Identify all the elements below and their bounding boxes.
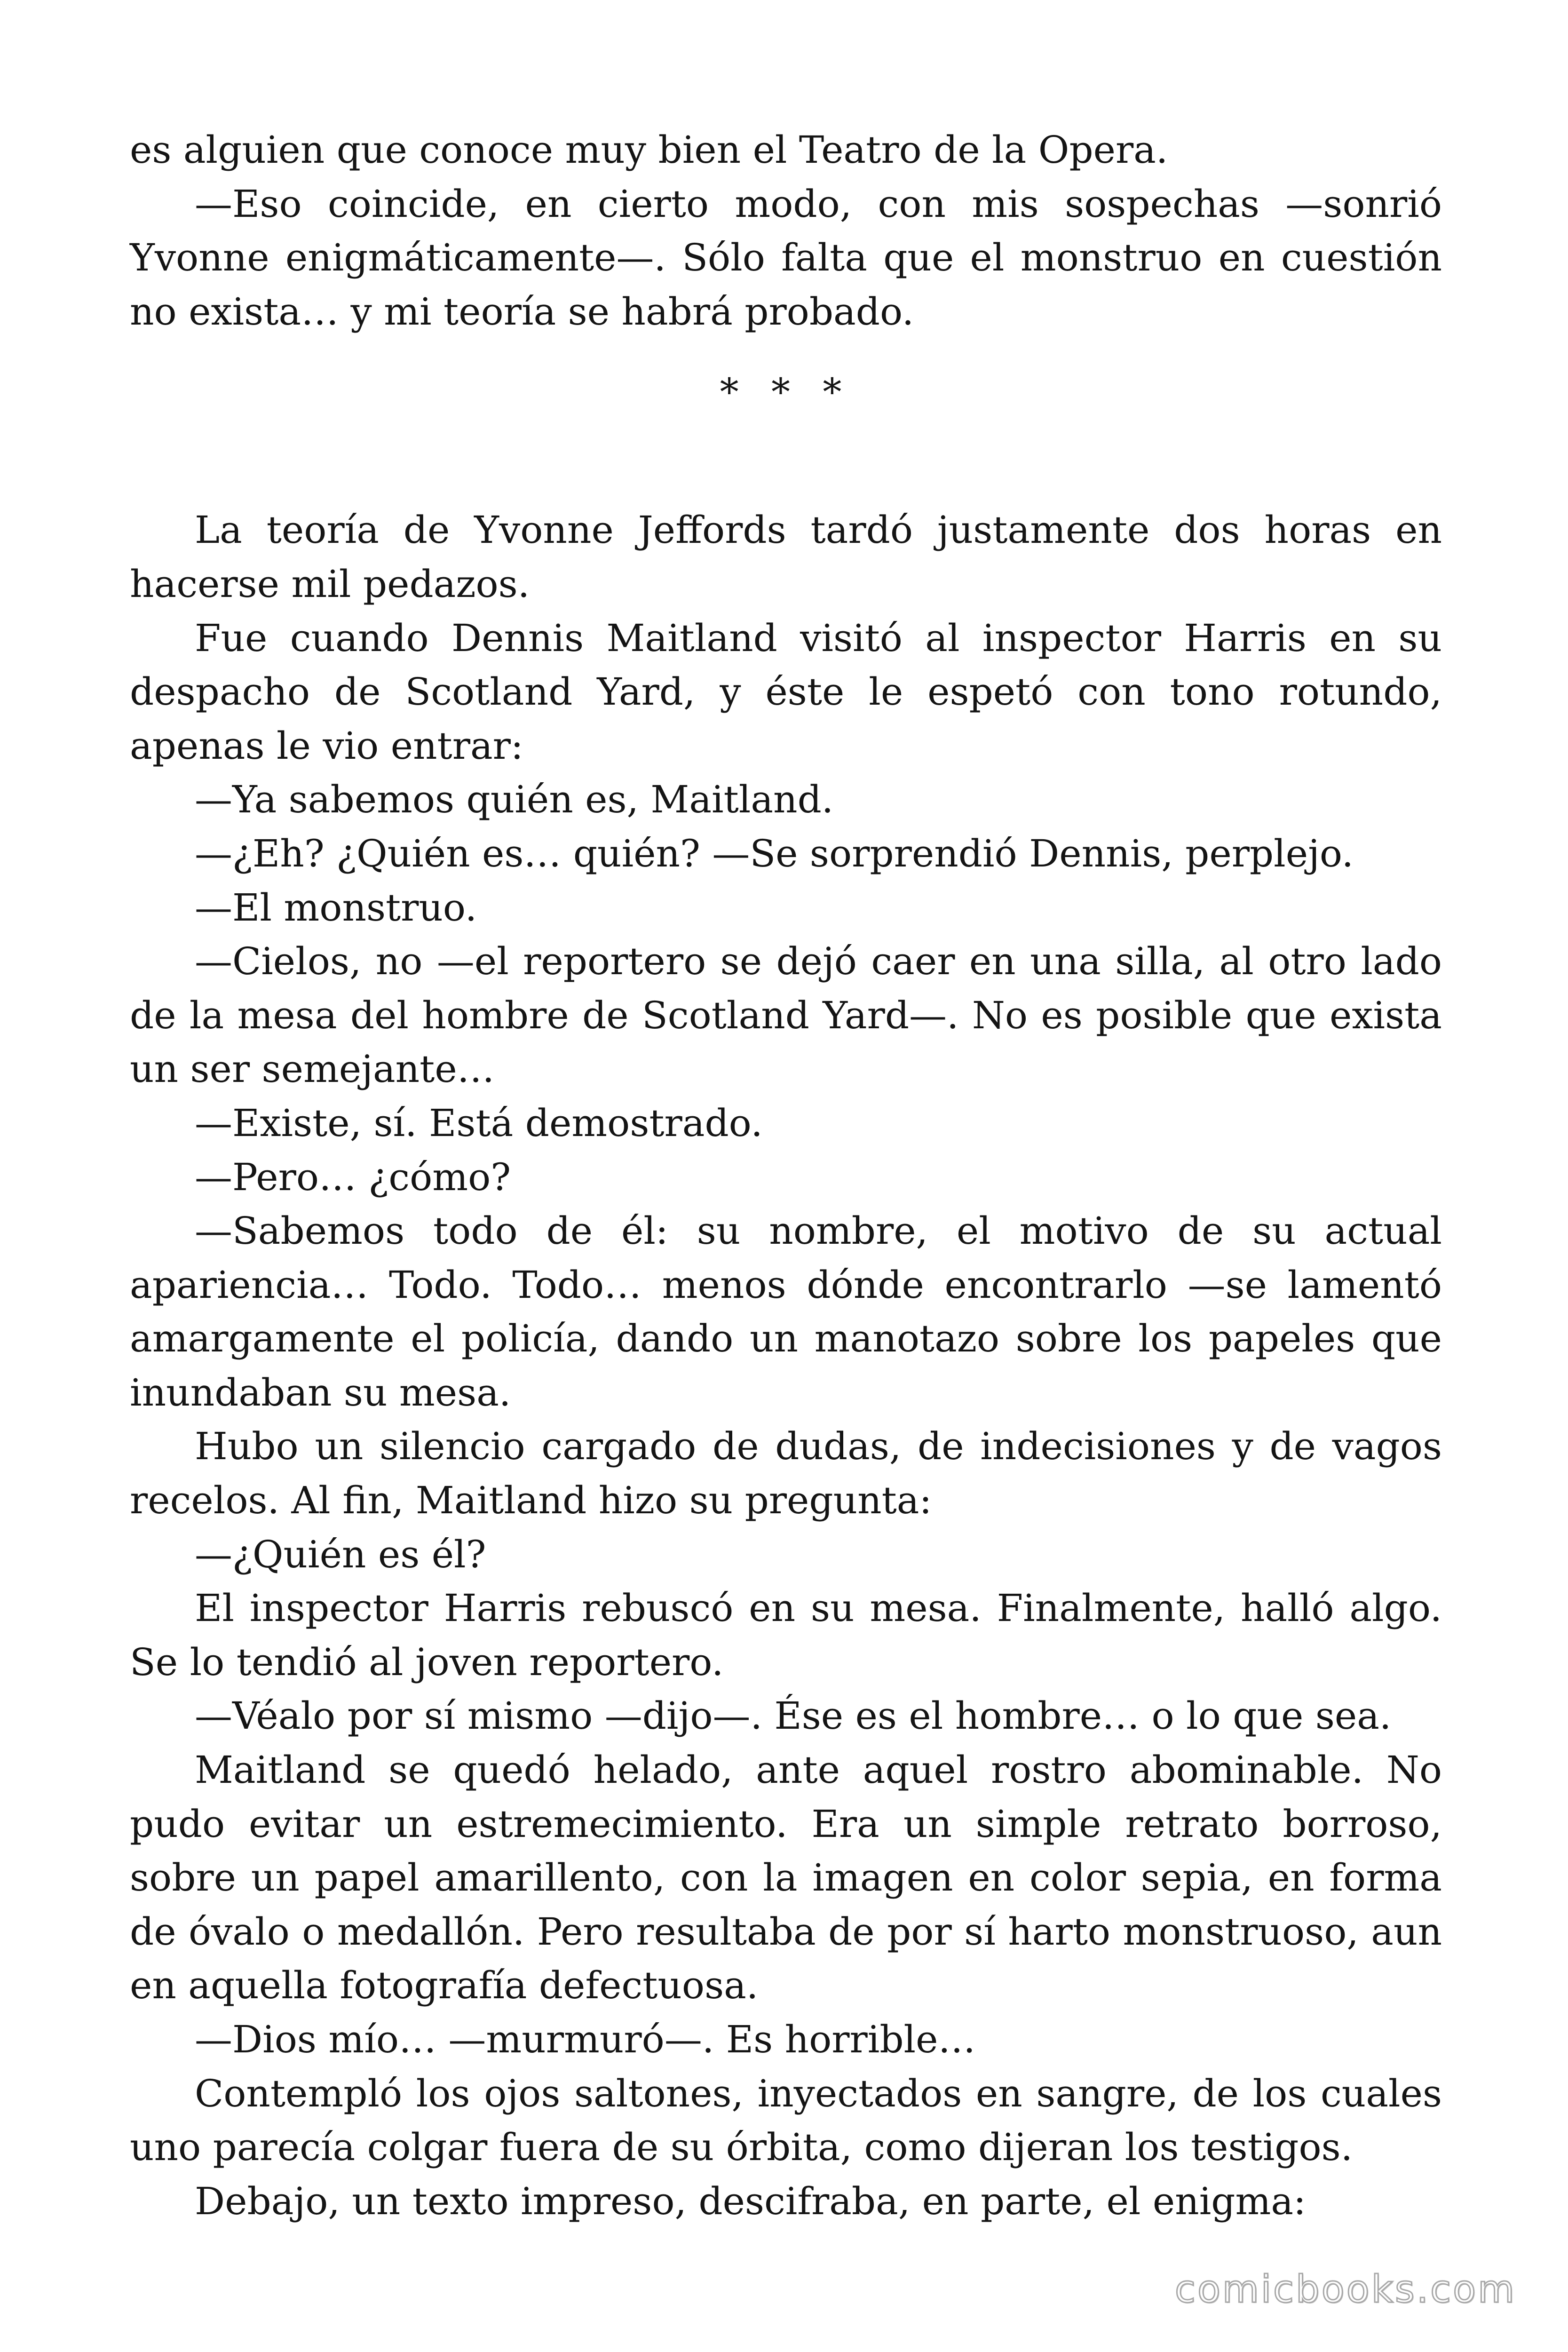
paragraph: —El monstruo.	[195, 885, 477, 930]
page-text-block	[130, 123, 1442, 2228]
paragraph: es alguien que conoce muy bien el Teatro de la Opera.	[130, 128, 1168, 172]
paragraph: El inspector Harris rebuscó en su mesa. Finalmente, halló algo. Se lo tendió al joven reportero.	[130, 1586, 1442, 1684]
paragraph: —Pero… ¿cómo?	[195, 1155, 511, 1199]
paragraph: —¿Eh? ¿Quién es… quién? —Se sorprendió Dennis, perplejo.	[195, 831, 1354, 875]
paragraph: Fue cuando Dennis Maitland visitó al inspector Harris en su despacho de Scotland Yard, y éste le espetó con tono rotundo, apenas le vio entrar:	[130, 616, 1442, 768]
paragraph: Maitland se quedó helado, ante aquel rostro abominable. No pudo evitar un estremecimiento. Era un simple retrato borroso, sobre un papel amarillento, con la imagen en color sepia, en forma de óvalo o medallón. Pero resultaba de por sí harto monstruoso, aun en aquella fotografía defectuosa.	[130, 1748, 1442, 2008]
paragraph: —Existe, sí. Está demostrado.	[195, 1101, 763, 1145]
paragraph: Contempló los ojos saltones, inyectados en sangre, de los cuales uno parecía colgar fuera de su órbita, como dijeran los testigos.	[130, 2071, 1442, 2169]
paragraph: —¿Quién es él?	[195, 1532, 486, 1576]
paragraph: La teoría de Yvonne Jeffords tardó justamente dos horas en hacerse mil pedazos.	[130, 508, 1442, 606]
paragraph: —Véalo por sí mismo —dijo—. Ése es el hombre… o lo que sea.	[195, 1694, 1392, 1738]
paragraph: —Ya sabemos quién es, Maitland.	[195, 778, 834, 822]
paragraph: Debajo, un texto impreso, descifraba, en parte, el enigma:	[195, 2179, 1307, 2223]
watermark: comicbooks.com	[1174, 2267, 1516, 2311]
paragraph: —Cielos, no —el reportero se dejó caer en una silla, al otro lado de la mesa del hombre de Scotland Yard—. No es posible que exista un ser semejante…	[130, 939, 1442, 1091]
paragraph: Hubo un silencio cargado de dudas, de indecisiones y de vagos recelos. Al fin, Maitland hizo su pregunta:	[130, 1424, 1442, 1523]
scene-break: * * *	[720, 370, 852, 414]
paragraph: —Eso coincide, en cierto modo, con mis sospechas —sonrió Yvonne enigmáticamente—. Sólo falta que el monstruo en cuestión no exista… y mi teoría se habrá probado.	[130, 182, 1442, 334]
paragraph: —Sabemos todo de él: su nombre, el motivo de su actual apariencia… Todo. Todo… menos dónde encontrarlo —se lamentó amargamente el policía, dando un manotazo sobre los papeles que inundaban su mesa.	[130, 1209, 1442, 1414]
paragraph: —Dios mío… —murmuró—. Es horrible…	[195, 2018, 976, 2061]
